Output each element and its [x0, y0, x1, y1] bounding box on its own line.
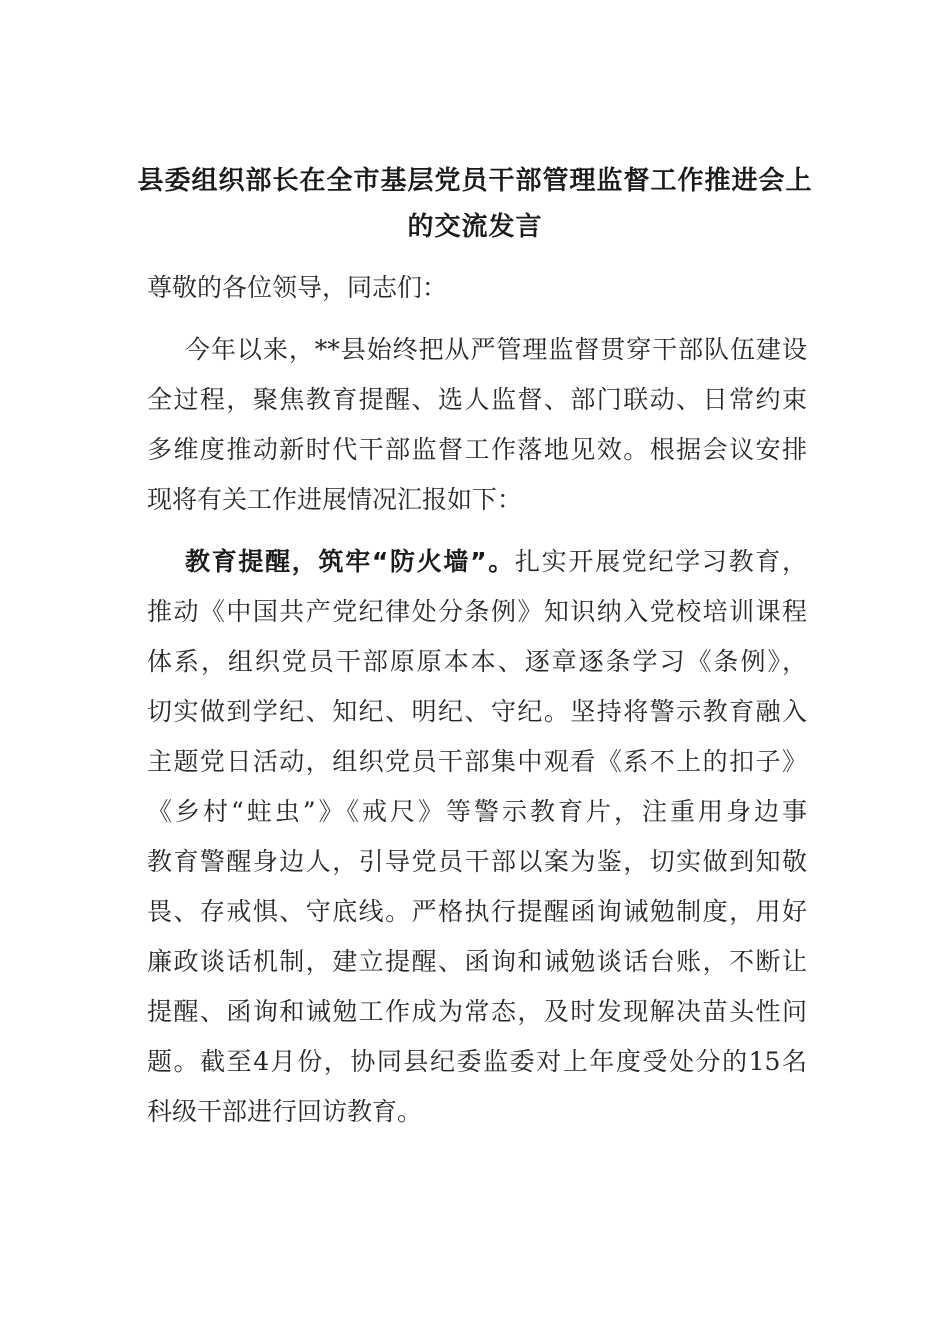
intro-line-3: 多维度推动新时代干部监督工作落地见效。根据会议安排 [147, 435, 807, 464]
section1-line-5: 主题党日活动，组织党员干部集中观看《系不上的扣子》 [147, 747, 807, 776]
section1-line-8: 畏、存戒惧、守底线。严格执行提醒函询诫勉制度，用好 [147, 897, 807, 926]
intro-line-4: 现将有关工作进展情况汇报如下： [147, 485, 523, 514]
section1-line-6: 《乡村“蛀虫”》《戒尺》等警示教育片，注重用身边事 [147, 797, 807, 826]
intro-line-1: 今年以来，**县始终把从严管理监督贯穿干部队伍建设 [185, 335, 807, 364]
section1-line-2: 推动《中国共产党纪律处分条例》知识纳入党校培训课程 [147, 597, 807, 626]
intro-line-2: 全过程，聚焦教育提醒、选人监督、部门联动、日常约束 [147, 385, 807, 414]
section1-first-line-text: 扎实开展党纪学习教育， [514, 547, 807, 576]
section1-line-3: 体系，组织党员干部原原本本、逐章逐条学习《条例》， [147, 647, 807, 676]
section1-line-12: 科级干部进行回访教育。 [147, 1097, 423, 1126]
section1-line-11: 题。截至4月份，协同县纪委监委对上年度受处分的15名 [147, 1047, 807, 1076]
section1-line-9: 廉政谈话机制，建立提醒、函询和诫勉谈话台账，不断让 [147, 947, 807, 976]
document-title-line-2: 的交流发言 [407, 212, 543, 242]
section1-line-7: 教育警醒身边人，引导党员干部以案为鉴，切实做到知敬 [147, 847, 807, 876]
salutation: 尊敬的各位领导，同志们： [147, 273, 448, 302]
section1-line-4: 切实做到学纪、知纪、明纪、守纪。坚持将警示教育融入 [147, 697, 807, 726]
section1-heading: 教育提醒，筑牢“防火墙”。 [185, 547, 515, 576]
section1-line-10: 提醒、函询和诫勉工作成为常态，及时发现解决苗头性问 [147, 997, 807, 1026]
document-title-line-1: 县委组织部长在全市基层党员干部管理监督工作推进会上 [137, 166, 813, 196]
section1-first-line [185, 545, 807, 579]
